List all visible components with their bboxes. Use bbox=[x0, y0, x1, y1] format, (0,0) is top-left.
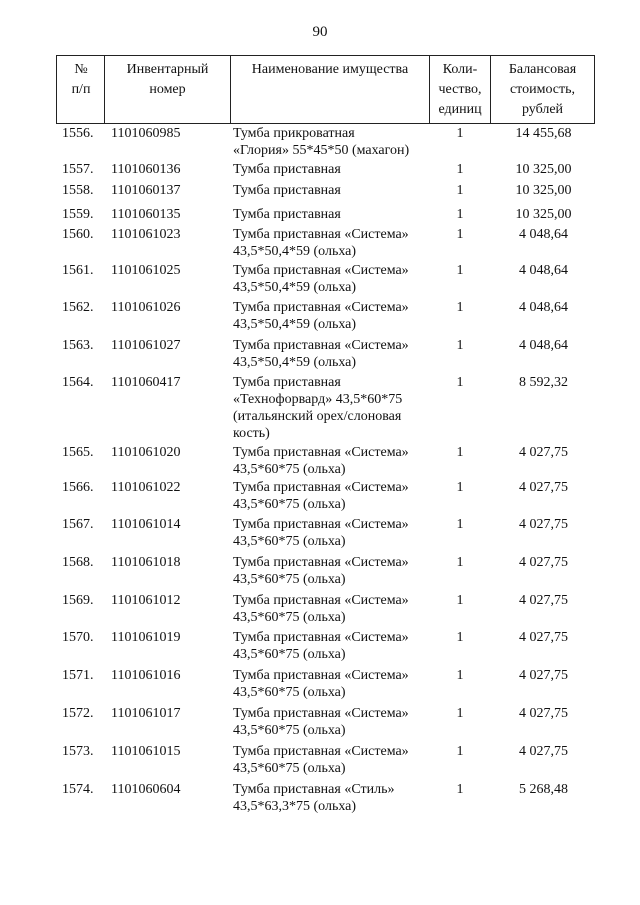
quantity: 1 bbox=[456, 263, 464, 278]
col-header-number: № п/п bbox=[71, 62, 91, 97]
quantity: 1 bbox=[456, 630, 464, 645]
row-number: 1562. bbox=[62, 300, 94, 315]
row-number: 1566. bbox=[62, 480, 94, 495]
quantity: 1 bbox=[456, 593, 464, 608]
item-name bbox=[233, 182, 428, 199]
row-number: 1556. bbox=[62, 126, 94, 141]
balance-cost: 10 325,00 bbox=[515, 162, 572, 177]
inventory-number: 1101061016 bbox=[111, 668, 181, 683]
item-name-line: 43,5*50,4*59 (ольха) bbox=[233, 317, 357, 332]
balance-cost: 8 592,32 bbox=[519, 375, 568, 390]
page-number: 90 bbox=[312, 24, 328, 40]
item-name-line: Тумба приставная bbox=[233, 183, 341, 198]
row-number: 1573. bbox=[62, 744, 94, 759]
balance-cost: 4 048,64 bbox=[519, 263, 568, 278]
item-name-line: Тумба приставная «Система» bbox=[233, 263, 409, 278]
item-name-line: 43,5*60*75 (ольха) bbox=[233, 761, 346, 776]
quantity: 1 bbox=[456, 555, 464, 570]
quantity: 1 bbox=[456, 517, 464, 532]
item-name-line: Тумба приставная bbox=[233, 375, 341, 390]
quantity: 1 bbox=[456, 375, 464, 390]
inventory-number: 1101060417 bbox=[111, 375, 181, 390]
item-name-line: Тумба приставная «Система» bbox=[233, 668, 409, 683]
item-name-line: Тумба приставная «Система» bbox=[233, 593, 409, 608]
inventory-number: 1101060136 bbox=[111, 162, 181, 177]
row-number: 1569. bbox=[62, 593, 94, 608]
item-name-line: Тумба прикроватная bbox=[233, 126, 355, 141]
item-name-line: Тумба приставная bbox=[233, 162, 341, 177]
balance-cost: 14 455,68 bbox=[515, 126, 572, 141]
quantity: 1 bbox=[456, 126, 464, 141]
balance-cost: 4 027,75 bbox=[519, 445, 568, 460]
inventory-number: 1101061023 bbox=[111, 227, 181, 242]
item-name-line: 43,5*50,4*59 (ольха) bbox=[233, 280, 357, 295]
item-name-line: Тумба приставная «Система» bbox=[233, 517, 409, 532]
row-number: 1567. bbox=[62, 517, 94, 532]
item-name-line: 43,5*50,4*59 (ольха) bbox=[233, 244, 357, 259]
balance-cost: 10 325,00 bbox=[515, 207, 572, 222]
quantity: 1 bbox=[456, 445, 464, 460]
item-name-line: 43,5*60*75 (ольха) bbox=[233, 534, 346, 549]
item-name bbox=[233, 125, 428, 159]
item-name-line: 43,5*50,4*59 (ольха) bbox=[233, 355, 357, 370]
table-header bbox=[56, 55, 595, 124]
row-number: 1557. bbox=[62, 162, 94, 177]
row-number: 1574. bbox=[62, 782, 94, 797]
item-name-line: Тумба приставная «Система» bbox=[233, 445, 409, 460]
inventory-number: 1101061022 bbox=[111, 480, 181, 495]
item-name-line: Тумба приставная bbox=[233, 207, 341, 222]
item-name-line: «Глория» 55*45*50 (махагон) bbox=[233, 143, 410, 158]
inventory-number: 1101060985 bbox=[111, 126, 181, 141]
balance-cost: 10 325,00 bbox=[515, 183, 572, 198]
quantity: 1 bbox=[456, 207, 464, 222]
item-name-line: Тумба приставная «Система» bbox=[233, 300, 409, 315]
quantity: 1 bbox=[456, 782, 464, 797]
balance-cost: 4 048,64 bbox=[519, 227, 568, 242]
inventory-number: 1101061014 bbox=[111, 517, 181, 532]
item-name bbox=[233, 299, 428, 333]
balance-cost: 4 027,75 bbox=[519, 593, 568, 608]
col-header-inventory: Инвентарный номер bbox=[126, 62, 209, 97]
inventory-number: 1101061015 bbox=[111, 744, 181, 759]
balance-cost: 4 027,75 bbox=[519, 480, 568, 495]
item-name-line: Тумба приставная «Система» bbox=[233, 338, 409, 353]
item-name bbox=[233, 781, 428, 815]
item-name bbox=[233, 516, 428, 550]
item-name-line: 43,5*60*75 (ольха) bbox=[233, 497, 346, 512]
row-number: 1561. bbox=[62, 263, 94, 278]
item-name-line: Тумба приставная «Система» bbox=[233, 744, 409, 759]
row-number: 1571. bbox=[62, 668, 94, 683]
item-name-line: 43,5*60*75 (ольха) bbox=[233, 610, 346, 625]
item-name bbox=[233, 226, 428, 260]
item-name-line: Тумба приставная «Система» bbox=[233, 706, 409, 721]
item-name bbox=[233, 479, 428, 513]
inventory-number: 1101060135 bbox=[111, 207, 181, 222]
item-name bbox=[233, 206, 428, 223]
balance-cost: 4 027,75 bbox=[519, 744, 568, 759]
col-header-quantity: Коли- чество, единиц bbox=[438, 62, 482, 117]
item-name-line: (итальянский орех/слоновая bbox=[233, 409, 402, 424]
balance-cost: 4 027,75 bbox=[519, 706, 568, 721]
inventory-number: 1101060604 bbox=[111, 782, 181, 797]
inventory-number: 1101061025 bbox=[111, 263, 181, 278]
quantity: 1 bbox=[456, 668, 464, 683]
inventory-number: 1101061020 bbox=[111, 445, 181, 460]
item-name-line: Тумба приставная «Система» bbox=[233, 555, 409, 570]
quantity: 1 bbox=[456, 300, 464, 315]
quantity: 1 bbox=[456, 480, 464, 495]
item-name-line: кость) bbox=[233, 426, 270, 441]
inventory-number: 1101061012 bbox=[111, 593, 181, 608]
col-header-cost: Балансовая стоимость, рублей bbox=[508, 62, 577, 117]
balance-cost: 4 027,75 bbox=[519, 555, 568, 570]
row-number: 1568. bbox=[62, 555, 94, 570]
item-name-line: «Технофорвард» 43,5*60*75 bbox=[233, 392, 403, 407]
item-name bbox=[233, 705, 428, 739]
row-number: 1570. bbox=[62, 630, 94, 645]
item-name-line: Тумба приставная «Система» bbox=[233, 630, 409, 645]
item-name-line: 43,5*60*75 (ольха) bbox=[233, 462, 346, 477]
quantity: 1 bbox=[456, 162, 464, 177]
row-number: 1558. bbox=[62, 183, 94, 198]
inventory-number: 1101061019 bbox=[111, 630, 181, 645]
item-name bbox=[233, 161, 428, 178]
item-name-line: 43,5*60*75 (ольха) bbox=[233, 572, 346, 587]
item-name bbox=[233, 743, 428, 777]
quantity: 1 bbox=[456, 338, 464, 353]
balance-cost: 4 048,64 bbox=[519, 300, 568, 315]
inventory-number: 1101060137 bbox=[111, 183, 181, 198]
balance-cost: 4 027,75 bbox=[519, 630, 568, 645]
row-number: 1565. bbox=[62, 445, 94, 460]
item-name bbox=[233, 592, 428, 626]
col-header-name: Наименование имущества bbox=[251, 62, 409, 77]
item-name-line: 43,5*60*75 (ольха) bbox=[233, 647, 346, 662]
balance-cost: 4 027,75 bbox=[519, 668, 568, 683]
balance-cost: 5 268,48 bbox=[519, 782, 568, 797]
balance-cost: 4 048,64 bbox=[519, 338, 568, 353]
item-name-line: Тумба приставная «Стиль» bbox=[233, 782, 395, 797]
inventory-number: 1101061018 bbox=[111, 555, 181, 570]
item-name bbox=[233, 374, 428, 442]
quantity: 1 bbox=[456, 744, 464, 759]
balance-cost: 4 027,75 bbox=[519, 517, 568, 532]
item-name-line: 43,5*60*75 (ольха) bbox=[233, 685, 346, 700]
row-number: 1559. bbox=[62, 207, 94, 222]
row-number: 1563. bbox=[62, 338, 94, 353]
row-number: 1564. bbox=[62, 375, 94, 390]
item-name-line: Тумба приставная «Система» bbox=[233, 227, 409, 242]
item-name bbox=[233, 262, 428, 296]
item-name bbox=[233, 667, 428, 701]
row-number: 1572. bbox=[62, 706, 94, 721]
quantity: 1 bbox=[456, 706, 464, 721]
quantity: 1 bbox=[456, 227, 464, 242]
item-name bbox=[233, 554, 428, 588]
inventory-number: 1101061026 bbox=[111, 300, 181, 315]
quantity: 1 bbox=[456, 183, 464, 198]
item-name bbox=[233, 444, 428, 478]
row-number: 1560. bbox=[62, 227, 94, 242]
item-name bbox=[233, 629, 428, 663]
inventory-number: 1101061027 bbox=[111, 338, 181, 353]
item-name bbox=[233, 337, 428, 371]
inventory-number: 1101061017 bbox=[111, 706, 181, 721]
item-name-line: 43,5*63,3*75 (ольха) bbox=[233, 799, 357, 814]
item-name-line: Тумба приставная «Система» bbox=[233, 480, 409, 495]
item-name-line: 43,5*60*75 (ольха) bbox=[233, 723, 346, 738]
